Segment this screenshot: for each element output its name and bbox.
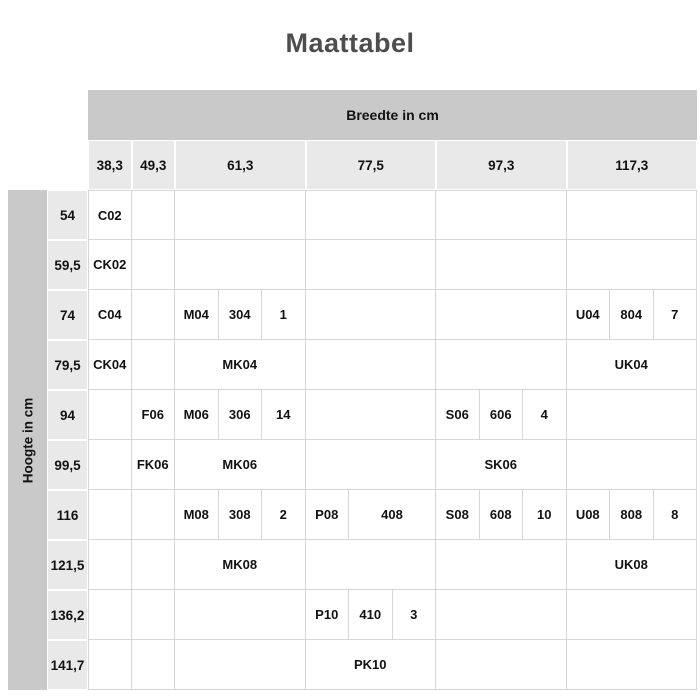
size-code-cell: UK08 [567,540,698,590]
width-header: 77,5 [306,140,437,190]
size-code-cell: 7 [654,290,698,340]
size-code-cell: P10 [306,590,350,640]
empty-cell [132,340,176,390]
size-code-cell: 10 [523,490,567,540]
empty-cell [567,190,698,240]
size-code-cell: FK06 [132,440,176,490]
size-code-cell: 306 [219,390,263,440]
size-code-cell: 410 [349,590,393,640]
width-header: 117,3 [567,140,698,190]
size-code-cell: 808 [610,490,654,540]
size-code-cell: 1 [262,290,306,340]
empty-cell [175,240,306,290]
width-header: 38,3 [88,140,132,190]
size-code-cell: 606 [480,390,524,440]
empty-cell [567,240,698,290]
height-header: 121,5 [47,540,88,590]
empty-cell [132,190,176,240]
empty-cell [436,190,567,240]
height-header: 54 [47,190,88,240]
empty-cell [567,590,698,640]
empty-cell [436,240,567,290]
size-code-cell: S08 [436,490,480,540]
empty-cell [88,590,132,640]
size-code-cell: S06 [436,390,480,440]
height-header: 99,5 [47,440,88,490]
size-code-cell: M08 [175,490,219,540]
empty-cell [306,190,437,240]
empty-cell [306,290,437,340]
empty-cell [306,540,437,590]
height-axis-title: Hoogte in cm [20,397,36,483]
empty-cell [88,490,132,540]
empty-cell [175,590,306,640]
empty-cell [88,640,132,690]
height-header: 59,5 [47,240,88,290]
size-code-cell: 8 [654,490,698,540]
size-code-cell: UK04 [567,340,698,390]
size-code-cell: CK02 [88,240,132,290]
empty-cell [306,440,437,490]
size-code-cell: MK06 [175,440,306,490]
size-code-cell: 4 [523,390,567,440]
empty-cell [306,340,437,390]
table-corner-spacer [8,90,88,190]
height-header: 74 [47,290,88,340]
empty-cell [175,190,306,240]
size-code-cell: 608 [480,490,524,540]
size-code-cell: P08 [306,490,350,540]
size-code-cell: M04 [175,290,219,340]
size-code-cell: U04 [567,290,611,340]
width-header: 61,3 [175,140,306,190]
size-code-cell: F06 [132,390,176,440]
empty-cell [567,440,698,490]
height-header: 141,7 [47,640,88,690]
empty-cell [88,540,132,590]
page-title: Maattabel [285,28,415,58]
empty-cell [132,290,176,340]
empty-cell [436,540,567,590]
size-code-cell: 804 [610,290,654,340]
size-table [8,90,697,690]
size-code-cell: 3 [393,590,437,640]
width-header: 49,3 [132,140,176,190]
empty-cell [175,640,306,690]
height-axis-title-band [8,190,47,690]
size-code-cell: 14 [262,390,306,440]
size-code-cell: MK04 [175,340,306,390]
height-header: 116 [47,490,88,540]
size-code-cell: U08 [567,490,611,540]
size-code-cell: C02 [88,190,132,240]
size-code-cell: 408 [349,490,436,540]
height-header: 79,5 [47,340,88,390]
size-code-cell: PK10 [306,640,437,690]
empty-cell [306,390,437,440]
size-code-cell: C04 [88,290,132,340]
height-header: 94 [47,390,88,440]
height-header: 136,2 [47,590,88,640]
empty-cell [436,640,567,690]
empty-cell [306,240,437,290]
width-header: 97,3 [436,140,567,190]
size-code-cell: MK08 [175,540,306,590]
empty-cell [132,540,176,590]
empty-cell [567,640,698,690]
empty-cell [436,290,567,340]
size-code-cell: 2 [262,490,306,540]
size-code-cell: SK06 [436,440,567,490]
width-axis-title: Breedte in cm [88,90,697,140]
size-code-cell: 308 [219,490,263,540]
size-code-cell: CK04 [88,340,132,390]
empty-cell [132,490,176,540]
empty-cell [88,390,132,440]
empty-cell [132,240,176,290]
size-code-cell: 304 [219,290,263,340]
empty-cell [132,640,176,690]
empty-cell [436,340,567,390]
empty-cell [88,440,132,490]
size-code-cell: M06 [175,390,219,440]
empty-cell [132,590,176,640]
empty-cell [436,590,567,640]
empty-cell [567,390,698,440]
